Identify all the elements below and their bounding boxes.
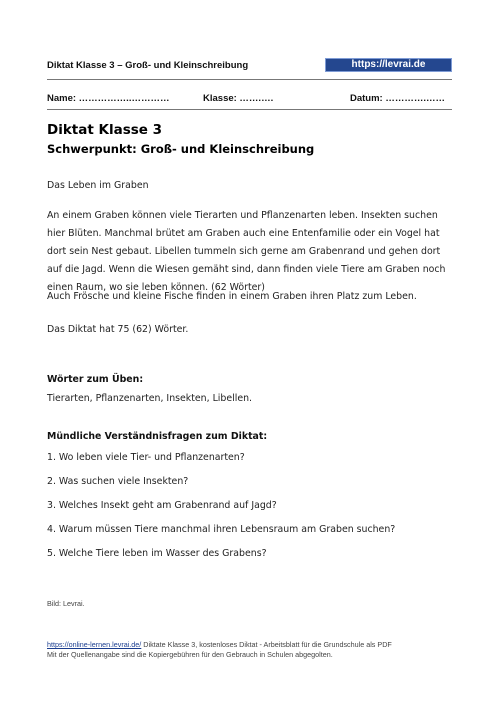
class-field-label: Klasse: …….….: [203, 93, 274, 104]
page-title: Diktat Klasse 3: [47, 122, 163, 138]
question-item: 5. Welche Tiere leben im Wasser des Grabens?: [47, 548, 267, 559]
question-item: 2. Was suchen viele Insekten?: [47, 476, 189, 487]
questions-list: [47, 452, 467, 572]
story-paragraph-1: An einem Graben können viele Tierarten und Pflanzenarten leben. Insekten suchen hier Blüten. Manchmal brütet am Graben auch eine Entenfamilie oder ein Vogel hat dort sein Nest gebaut. Libellen tummeln sich gerne am Grabenrand und gehen dort auf die Jagd. Wenn die Wiesen gemäht sind, dann finden viele Tiere am Graben noch einen Raum, wo sie leben können. (62 Wörter): [47, 210, 446, 293]
footer-link[interactable]: https://online-lernen.levrai.de/: [47, 640, 142, 649]
footer-line-1: [47, 640, 392, 650]
page-subtitle: Schwerpunkt: Groß- und Kleinschreibung: [47, 142, 315, 156]
story-paragraph-2: Auch Frösche und kleine Fische finden in einem Graben ihren Platz zum Leben.: [47, 291, 417, 302]
questions-heading: Mündliche Verständnisfragen zum Diktat:: [47, 431, 268, 442]
site-badge[interactable]: https://levrai.de: [325, 58, 452, 72]
question-item: 1. Wo leben viele Tier- und Pflanzenarten?: [47, 452, 245, 463]
practice-words: Tierarten, Pflanzenarten, Insekten, Libellen.: [47, 393, 253, 404]
date-field-label: Datum: ………….……: [350, 93, 445, 104]
practice-heading: Wörter zum Üben:: [47, 374, 144, 385]
question-item: 4. Warum müssen Tiere manchmal ihren Lebensraum am Graben suchen?: [47, 524, 396, 535]
word-count: Das Diktat hat 75 (62) Wörter.: [47, 324, 189, 335]
name-field-label: Name: ……………..…………: [47, 93, 170, 104]
header-divider-2: [47, 109, 452, 110]
footer-line-2: Mit der Quellenangabe sind die Kopiergebühren für den Gebrauch in Schulen abgegolten.: [47, 650, 333, 659]
question-item: 3. Welches Insekt geht am Grabenrand auf Jagd?: [47, 500, 277, 511]
story-title: Das Leben im Graben: [47, 180, 149, 191]
image-credit: Bild: Levrai.: [47, 599, 85, 608]
footer-line-1-text: Diktate Klasse 3, kostenloses Diktat - Arbeitsblatt für die Grundschule als PDF: [141, 640, 392, 649]
header-title: Diktat Klasse 3 – Groß- und Kleinschreibung: [47, 60, 249, 71]
header-divider: [47, 79, 452, 80]
